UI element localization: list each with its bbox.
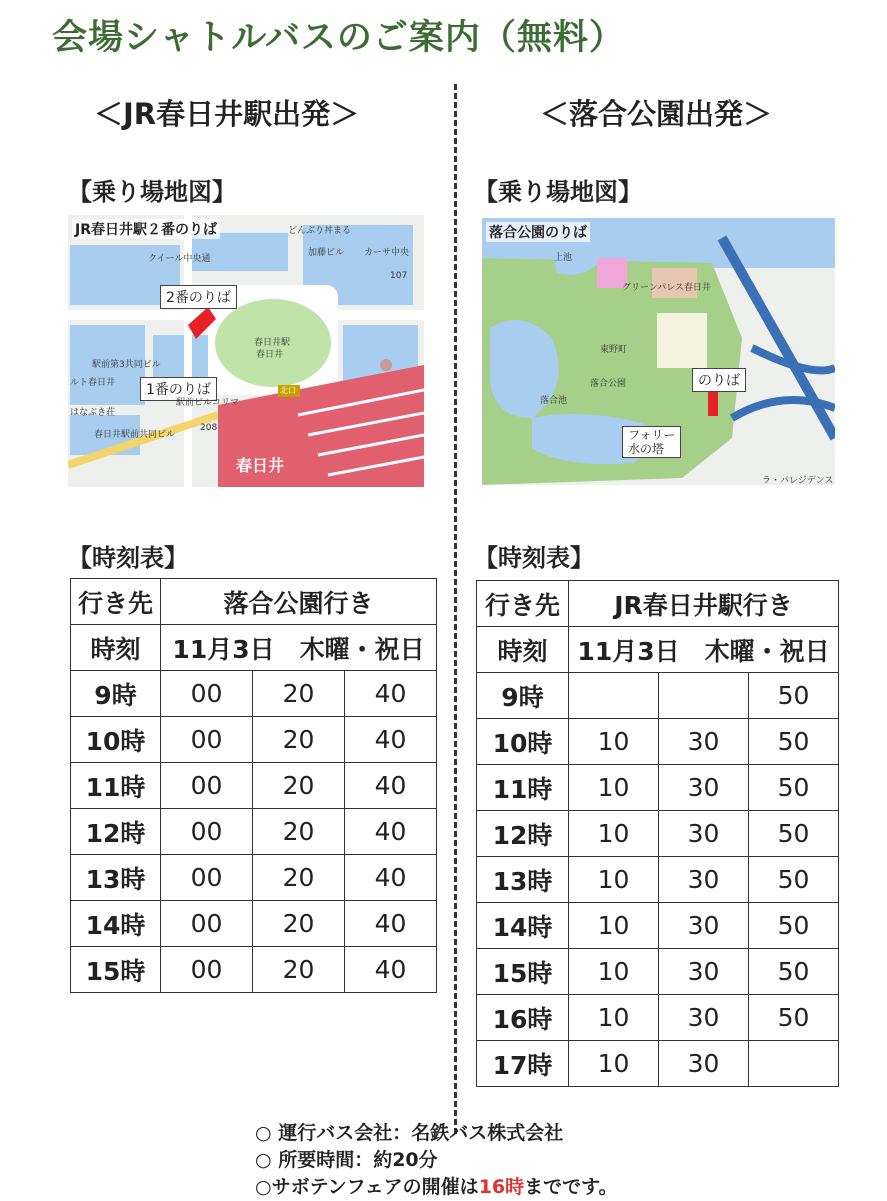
minute-cell: 50	[749, 949, 839, 995]
minute-cell: 10	[569, 1041, 659, 1087]
rotary-label: 春日井駅	[254, 338, 291, 348]
time-label-cell: 時刻	[71, 625, 161, 671]
table-row	[71, 855, 437, 901]
dest-cell: JR春日井駅行き	[569, 581, 839, 627]
map-small-label: カーサ中央	[364, 248, 410, 258]
north-exit-label: 北口	[280, 386, 296, 395]
table-row	[477, 903, 839, 949]
minute-cell: 10	[569, 995, 659, 1041]
hour-cell: 11時	[71, 763, 161, 809]
minute-cell: 30	[659, 857, 749, 903]
minute-cell: 50	[749, 673, 839, 719]
ochiai-stop-callout: のりば	[692, 368, 746, 392]
minute-cell	[569, 673, 659, 719]
minute-cell: 20	[253, 855, 345, 901]
minute-cell: 20	[253, 901, 345, 947]
minute-cell: 30	[659, 1041, 749, 1087]
minute-cell	[749, 1041, 839, 1087]
table-row	[477, 719, 839, 765]
minute-cell: 40	[345, 671, 437, 717]
map-small-label: どんぶり丼まる	[288, 226, 352, 236]
minute-cell: 20	[253, 671, 345, 717]
minute-cell: 10	[569, 811, 659, 857]
fair-hours-note	[255, 1174, 618, 1201]
kasugai-station-map	[68, 215, 424, 487]
minute-cell: 50	[749, 857, 839, 903]
minute-cell: 30	[659, 765, 749, 811]
map-small-label: 春日井	[256, 350, 284, 360]
minute-cell: 10	[569, 719, 659, 765]
minute-cell: 00	[161, 717, 253, 763]
stop1-callout: 1番のりば	[140, 377, 217, 401]
station-name-label: 春日井	[236, 456, 285, 475]
kasugai-map-label: JR春日井駅２番のりば	[72, 219, 220, 239]
map-small-label: 春日井駅前共同ビル	[94, 430, 176, 440]
minute-cell: 50	[749, 903, 839, 949]
minute-cell: 00	[161, 855, 253, 901]
map-small-label: 落合公園	[590, 379, 627, 389]
map-small-label: 落合池	[540, 396, 568, 406]
bus-company-note: ○ 運行バス会社：名鉄バス株式会社	[255, 1122, 564, 1144]
fair-hours-post: までです。	[524, 1176, 618, 1198]
hour-cell: 9時	[71, 671, 161, 717]
minute-cell: 00	[161, 947, 253, 993]
hour-cell: 16時	[477, 995, 569, 1041]
table-row	[477, 765, 839, 811]
fair-closing-time: 16時	[478, 1176, 525, 1198]
minute-cell: 40	[345, 855, 437, 901]
table-row	[71, 671, 437, 717]
minute-cell: 20	[253, 763, 345, 809]
minute-cell: 20	[253, 717, 345, 763]
travel-time-note: ○ 所要時間：約20分	[255, 1149, 438, 1171]
minute-cell: 40	[345, 809, 437, 855]
map-small-label: クイール中央通	[148, 254, 211, 264]
minute-cell: 40	[345, 717, 437, 763]
left-heading: ＜JR春日井駅出発＞	[94, 97, 360, 131]
map-small-label: 東野町	[600, 345, 628, 355]
minute-cell: 10	[569, 949, 659, 995]
dest-cell: 落合公園行き	[161, 579, 437, 625]
minute-cell: 50	[749, 995, 839, 1041]
map-small-label: 駅前ビルコリマ	[176, 398, 239, 408]
minute-cell: 00	[161, 763, 253, 809]
minute-cell: 50	[749, 765, 839, 811]
map-small-label: 上池	[554, 253, 573, 263]
hour-cell: 10時	[71, 717, 161, 763]
map-small-label: グリーンパレス春日井	[622, 283, 711, 293]
column-divider	[454, 84, 457, 1134]
tower-callout: フォリー 水の塔	[622, 426, 681, 458]
hour-cell: 9時	[477, 673, 569, 719]
minute-cell: 10	[569, 903, 659, 949]
map-small-label: ラ・パレジデンス	[762, 476, 834, 485]
hour-cell: 12時	[71, 809, 161, 855]
hour-cell: 17時	[477, 1041, 569, 1087]
kasugai-timetable	[70, 578, 437, 993]
table-row	[477, 995, 839, 1041]
minute-cell: 40	[345, 763, 437, 809]
minute-cell: 30	[659, 719, 749, 765]
minute-cell: 40	[345, 901, 437, 947]
table-row	[477, 1041, 839, 1087]
table-row	[71, 809, 437, 855]
table-row	[71, 901, 437, 947]
right-map-section-title: 【乗り場地図】	[474, 178, 642, 206]
time-label-cell: 時刻	[477, 627, 569, 673]
left-timetable-section-title: 【時刻表】	[68, 544, 188, 572]
map-small-label: 107	[390, 271, 408, 281]
dest-label-cell: 行き先	[71, 579, 161, 625]
minute-cell: 30	[659, 995, 749, 1041]
table-row	[477, 811, 839, 857]
minute-cell: 20	[253, 809, 345, 855]
table-row	[71, 763, 437, 809]
map-small-label: はなぶき荘	[70, 408, 116, 418]
hour-cell: 15時	[477, 949, 569, 995]
table-row	[477, 949, 839, 995]
date-cell: 11月3日 木曜・祝日	[161, 625, 437, 671]
stop2-callout: 2番のりば	[160, 285, 237, 309]
hour-cell: 13時	[71, 855, 161, 901]
hour-cell: 10時	[477, 719, 569, 765]
page-title: 会場シャトルバスのご案内（無料）	[52, 18, 625, 58]
minute-cell: 30	[659, 903, 749, 949]
minute-cell: 20	[253, 947, 345, 993]
ochiai-timetable	[476, 580, 839, 1087]
minute-cell: 10	[569, 857, 659, 903]
table-row	[477, 857, 839, 903]
ochiai-map-label: 落合公園のりば	[486, 222, 590, 242]
hour-cell: 11時	[477, 765, 569, 811]
minute-cell: 30	[659, 949, 749, 995]
table-row	[477, 673, 839, 719]
fair-hours-pre: ○サボテンフェアの開催は	[255, 1176, 479, 1198]
hour-cell: 15時	[71, 947, 161, 993]
minute-cell: 50	[749, 811, 839, 857]
map-small-label: 加藤ビル	[308, 248, 345, 258]
left-map-section-title: 【乗り場地図】	[68, 178, 236, 206]
map-small-label: 駅前第3共同ビル	[92, 360, 161, 370]
minute-cell: 10	[569, 765, 659, 811]
hour-cell: 12時	[477, 811, 569, 857]
minute-cell: 00	[161, 901, 253, 947]
hour-cell: 13時	[477, 857, 569, 903]
minute-cell: 50	[749, 719, 839, 765]
minute-cell: 40	[345, 947, 437, 993]
ochiai-park-map	[482, 218, 835, 485]
hour-cell: 14時	[477, 903, 569, 949]
minute-cell: 00	[161, 809, 253, 855]
right-heading: ＜落合公園出発＞	[540, 97, 773, 131]
right-timetable-section-title: 【時刻表】	[474, 544, 594, 572]
table-row	[71, 947, 437, 993]
notes-block	[255, 1120, 618, 1201]
date-cell: 11月3日 木曜・祝日	[569, 627, 839, 673]
minute-cell: 00	[161, 671, 253, 717]
hour-cell: 14時	[71, 901, 161, 947]
minute-cell	[659, 673, 749, 719]
table-row	[71, 717, 437, 763]
map-small-label: 208	[200, 423, 218, 433]
dest-label-cell: 行き先	[477, 581, 569, 627]
minute-cell: 30	[659, 811, 749, 857]
map-small-label: ルト春日井	[70, 378, 116, 388]
